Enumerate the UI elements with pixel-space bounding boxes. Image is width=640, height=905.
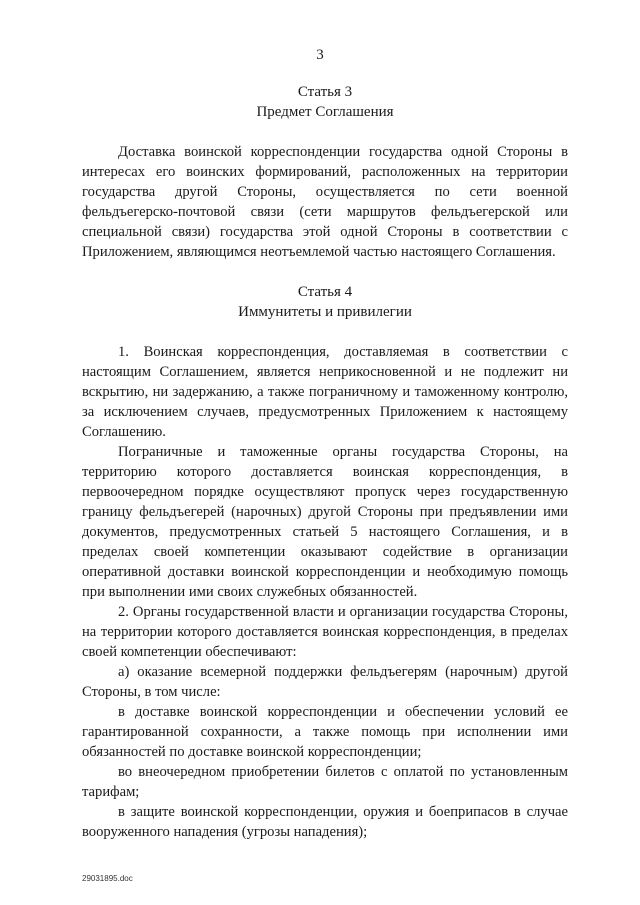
article-4-paragraph: 2. Органы государственной власти и организации государства Стороны, на территории которого доставляется воинская корреспонденция, в пределах своей компетенции обеспечивают: bbox=[82, 604, 568, 660]
article-4-heading: Статья 4 bbox=[297, 284, 353, 300]
article-4-paragraph: 1. Воинская корреспонденция, доставляемая в соответствии с настоящим Соглашением, является неприкосновенной и не подлежит ни вскрытию, ни задержанию, а также пограничному и таможенному контролю, за исключением случаев, предусмотренных Приложением к настоящему Соглашению. bbox=[82, 344, 568, 440]
page-number: 3 bbox=[316, 47, 324, 63]
article-4-title: Иммунитеты и привилегии bbox=[238, 304, 412, 320]
article-3-paragraph: Доставка воинской корреспонденции государства одной Стороны в интересах его воинских формирований, расположенных на территории государства другой Стороны, осуществляется по сети военной фельдъегерско-почтовой связи (сети маршрутов фельдъегерской или специальной связи) государства этой одной Стороны в соответствии с Приложением, являющимся неотъемлемой частью настоящего Соглашения. bbox=[82, 144, 568, 260]
article-3-title: Предмет Соглашения bbox=[256, 104, 394, 120]
article-4-paragraph: а) оказание всемерной поддержки фельдъегерям (нарочным) другой Стороны, в том числе: bbox=[82, 664, 568, 700]
article-4-paragraph: в защите воинской корреспонденции, оружия и боеприпасов в случае вооруженного нападения (угрозы нападения); bbox=[82, 804, 568, 840]
article-4-paragraph: Пограничные и таможенные органы государства Стороны, на территорию которого доставляется воинская корреспонденция, в первоочередном порядке осуществляют пропуск через государственную границу фельдъегерей (нарочных) другой Стороны при предъявлении ими документов, предусмотренных статьей 5 настоящего Соглашения, и в пределах своей компетенции оказывают содействие в организации оперативной доставки воинской корреспонденции и необходимую помощь при выполнении ими своих служебных обязанностей. bbox=[82, 444, 568, 600]
article-4-paragraph: во внеочередном приобретении билетов с оплатой по установленным тарифам; bbox=[82, 764, 568, 800]
document-body bbox=[82, 82, 568, 862]
article-3 bbox=[82, 82, 568, 262]
article-4 bbox=[82, 282, 568, 842]
article-4-paragraph: в доставке воинской корреспонденции и обеспечении условий ее гарантированной сохранности, а также помощь при исполнении ими обязанностей по доставке воинской корреспонденции; bbox=[82, 704, 568, 760]
article-3-heading: Статья 3 bbox=[297, 84, 353, 100]
document-filename: 29031895.doc bbox=[82, 874, 133, 883]
